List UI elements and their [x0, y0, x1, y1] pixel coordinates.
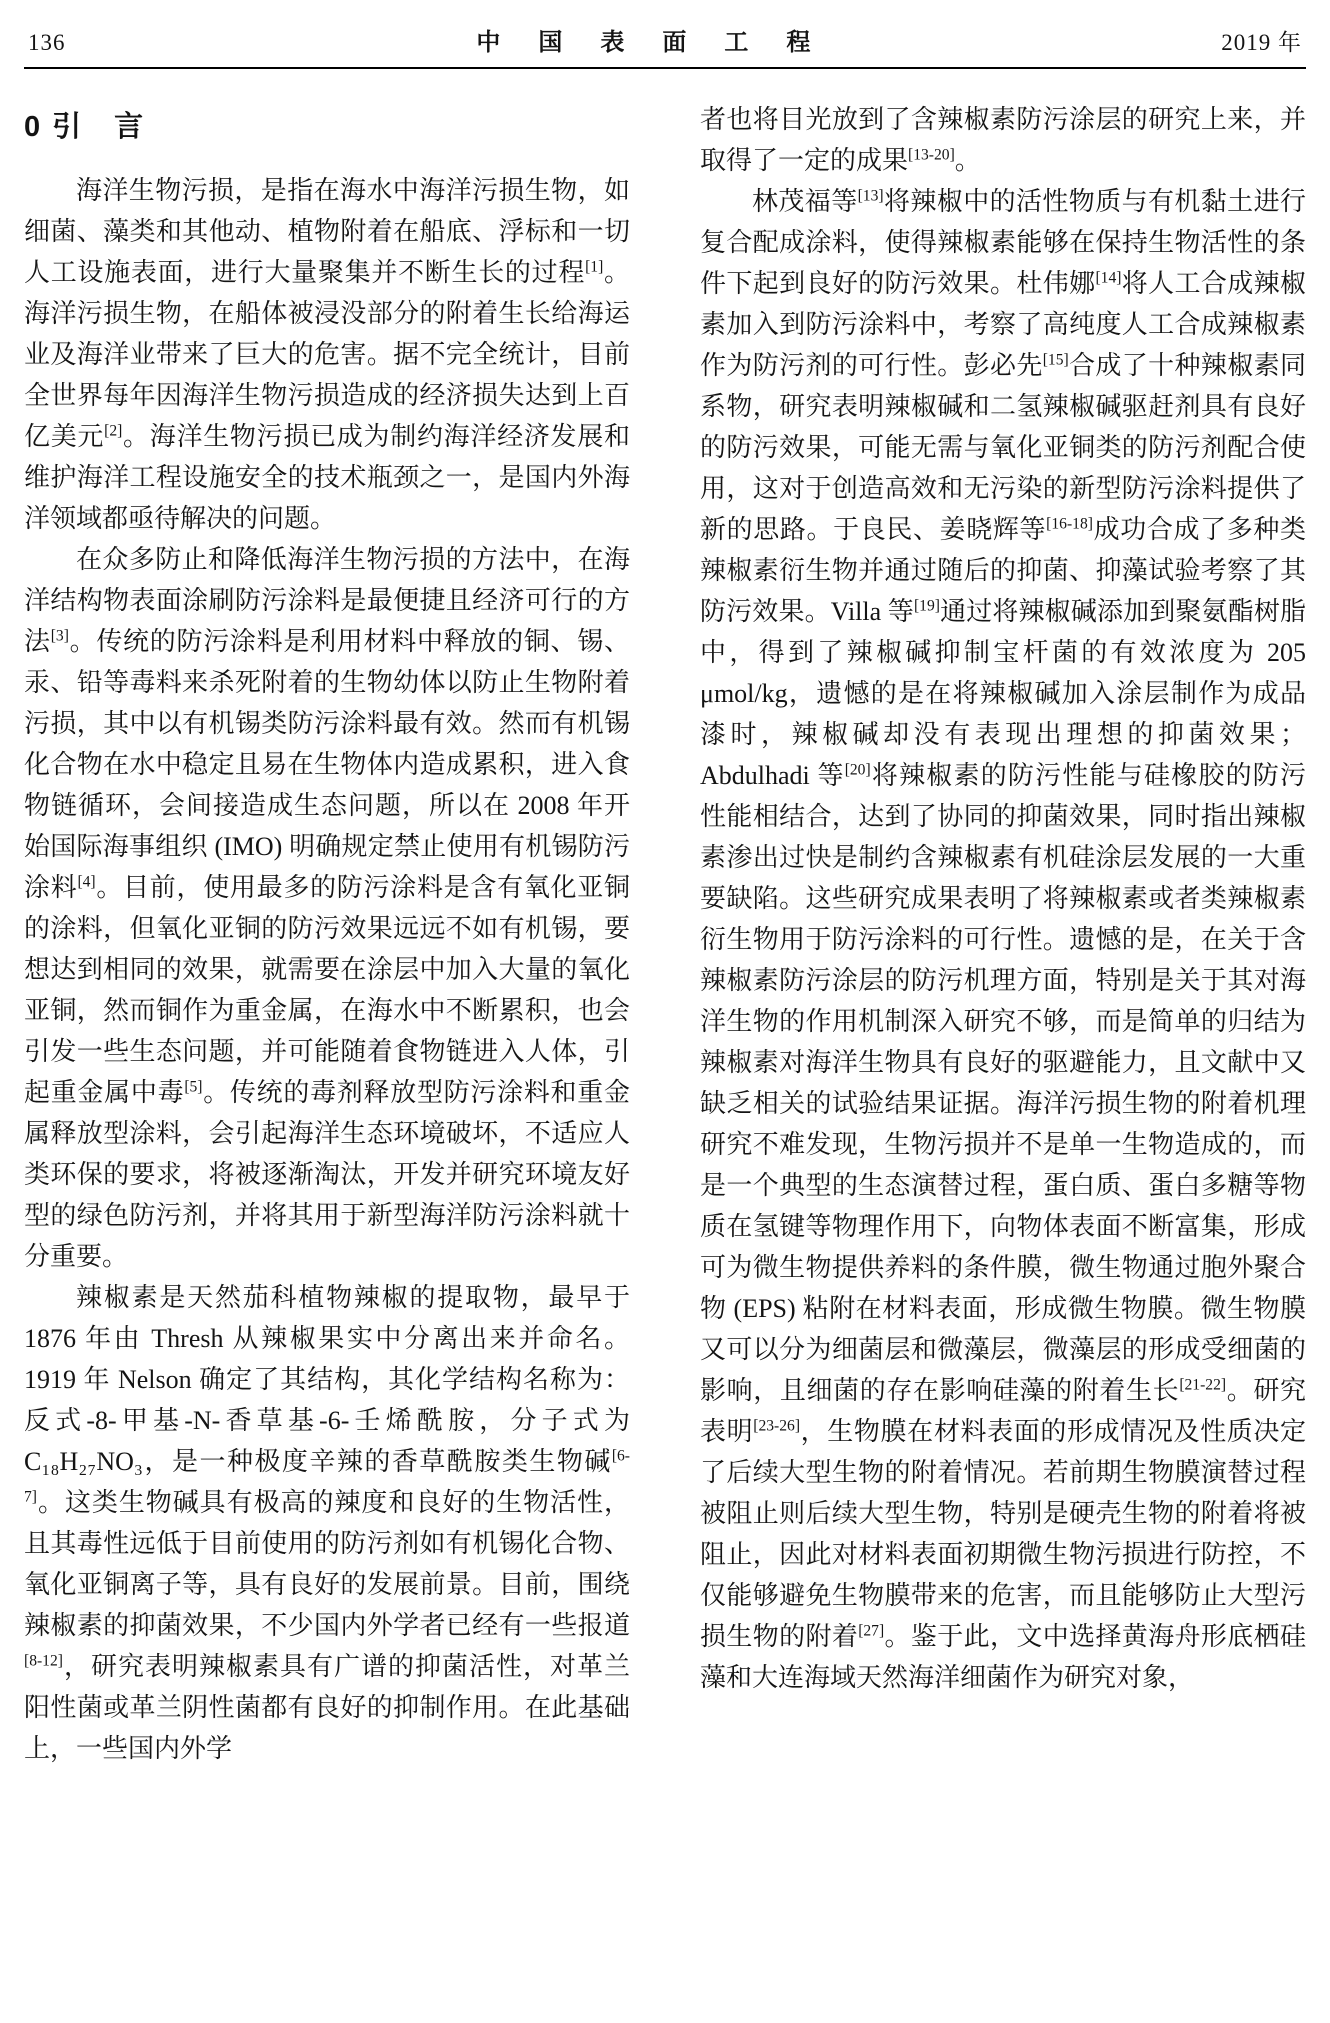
paragraph: 辣椒素是天然茄科植物辣椒的提取物，最早于 1876 年由 Thresh 从辣椒果实中分离出来并命名。1919 年 Nelson 确定了其结构，其化学结构名称为：反式-8-甲基-N-香草基-6-壬烯酰胺，分子式为 C₁₈H₂₇NO₃，是一种极度辛辣的香草酰胺类生物碱[6-7]。这类生物碱具有极高的辣度和良好的生物活性，且其毒性远低于目前使用的防污剂如有机锡化合物、氧化亚铜离子等，具有良好的发展前景。目前，围绕辣椒素的抑菌效果，不少国内外学者已经有一些报道[8-12]，研究表明辣椒素具有广谱的抑菌活性，对革兰阳性菌或革兰阴性菌都有良好的抑制作用。在此基础上，一些国内外学: [24, 1283, 630, 1763]
citation-marker: [5]: [184, 1078, 203, 1096]
citation-marker: [20]: [844, 761, 871, 779]
citation-marker: [23-26]: [753, 1417, 801, 1435]
citation-marker: [8-12]: [24, 1652, 63, 1670]
citation-marker: [6-7]: [24, 1447, 630, 1506]
citation-marker: [21-22]: [1179, 1376, 1227, 1394]
citation-marker: [14]: [1095, 269, 1122, 287]
paragraph: 林茂福等[13]将辣椒中的活性物质与有机黏土进行复合配成涂料，使得辣椒素能够在保持生物活性的条件下起到良好的防污效果。杜伟娜[14]将人工合成辣椒素加入到防污涂料中，考察了高纯度人工合成辣椒素作为防污剂的可行性。彭必先[15]合成了十种辣椒素同系物，研究表明辣椒碱和二氢辣椒碱驱赶剂具有良好的防污效果，可能无需与氧化亚铜类的防污剂配合使用，这对于创造高效和无污染的新型防污涂料提供了新的思路。于良民、姜晓辉等[16-18]成功合成了多种类辣椒素衍生物并通过随后的抑菌、抑藻试验考察了其防污效果。Villa 等[19]通过将辣椒碱添加到聚氨酯树脂中，得到了辣椒碱抑制宝杆菌的有效浓度为 205 μmol/kg，遗憾的是在将辣椒碱加入涂层制作为成品漆时，辣椒碱却没有表现出理想的抑菌效果；Abdulhadi 等[20]将辣椒素的防污性能与硅橡胶的防污性能相结合，达到了协同的抑菌效果，同时指出辣椒素渗出过快是制约含辣椒素有机硅涂层发展的一大重要缺陷。这些研究成果表明了将辣椒素或者类辣椒素衍生物用于防污涂料的可行性。遗憾的是，在关于含辣椒素防污涂层的防污机理方面，特别是关于其对海洋生物的作用机制深入研究不够，而是简单的归结为辣椒素对海洋生物具有良好的驱避能力，且文献中又缺乏相关的试验结果证据。海洋污损生物的附着机理研究不难发现，生物污损并不是单一生物造成的，而是一个典型的生态演替过程，蛋白质、蛋白多糖等物质在氢键等物理作用下，向物体表面不断富集，形成可为微生物提供养料的条件膜，微生物通过胞外聚合物 (EPS) 粘附在材料表面，形成微生物膜。微生物膜又可以分为细菌层和微藻层，微藻层的形成受细菌的影响，且细菌的存在影响硅藻的附着生长[21-22]。研究表明[23-26]，生物膜在材料表面的形成情况及性质决定了后续大型生物的附着情况。若前期生物膜演替过程被阻止则后续大型生物，特别是硬壳生物的附着将被阻止，因此对材料表面初期微生物污损进行防控，不仅能够避免生物膜带来的危害，而且能够防止大型污损生物的附着[27]。鉴于此，文中选择黄海舟形底栖硅藻和大连海域天然海洋细菌作为研究对象，: [700, 187, 1306, 1692]
paragraph: 在众多防止和降低海洋生物污损的方法中，在海洋结构物表面涂刷防污涂料是最便捷且经济可行的方法[3]。传统的防污涂料是利用材料中释放的铜、锡、汞、铅等毒料来杀死附着的生物幼体以防止生物附着污损，其中以有机锡类防污涂料最有效。然而有机锡化合物在水中稳定且易在生物体内造成累积，进入食物链循环，会间接造成生态问题，所以在 2008 年开始国际海事组织 (IMO) 明确规定禁止使用有机锡防污涂料[4]。目前，使用最多的防污涂料是含有氧化亚铜的涂料，但氧化亚铜的防污效果远远不如有机锡，要想达到相同的效果，就需要在涂层中加入大量的氧化亚铜，然而铜作为重金属，在海水中不断累积，也会引发一些生态问题，并可能随着食物链进入人体，引起重金属中毒[5]。传统的毒剂释放型防污涂料和重金属释放型涂料，会引起海洋生态环境破坏，不适应人类环保的要求，将被逐渐淘汰，开发并研究环境友好型的绿色防污剂，并将其用于新型海洋防污涂料就十分重要。: [24, 545, 630, 1271]
paragraph: 海洋生物污损，是指在海水中海洋污损生物，如细菌、藻类和其他动、植物附着在船底、浮标和一切人工设施表面，进行大量聚集并不断生长的过程[1]。海洋污损生物，在船体被浸没部分的附着生长给海运业及海洋业带来了巨大的危害。据不完全统计，目前全世界每年因海洋生物污损造成的经济损失达到上百亿美元[2]。海洋生物污损已成为制约海洋经济发展和维护海洋工程设施安全的技术瓶颈之一，是国内外海洋领域都亟待解决的问题。: [24, 176, 630, 533]
citation-marker: [16-18]: [1046, 515, 1093, 533]
header-rule: [24, 67, 1306, 69]
citation-marker: [13-20]: [908, 146, 955, 164]
page-header: [24, 16, 1306, 67]
column-left-paragraphs: [24, 170, 630, 1769]
column-left: [24, 99, 630, 1769]
citation-marker: [3]: [50, 627, 69, 645]
citation-marker: [19]: [913, 597, 940, 615]
citation-marker: [15]: [1042, 351, 1069, 369]
column-right-paragraphs: [700, 99, 1306, 1698]
journal-title: 中 国 表 面 工 程: [476, 30, 827, 56]
column-right: [700, 99, 1306, 1769]
paragraph: 者也将目光放到了含辣椒素防污涂层的研究上来，并取得了一定的成果[13-20]。: [700, 105, 1306, 175]
citation-marker: [13]: [857, 187, 884, 205]
citation-marker: [27]: [858, 1622, 885, 1640]
citation-marker: [2]: [104, 422, 123, 440]
citation-marker: [4]: [77, 873, 96, 891]
article-body: [24, 99, 1306, 1769]
header-year: 2019 年: [1221, 30, 1302, 55]
citation-marker: [1]: [585, 258, 604, 276]
section-heading: 0 引 言: [24, 111, 146, 143]
page-number: 136: [28, 30, 66, 55]
